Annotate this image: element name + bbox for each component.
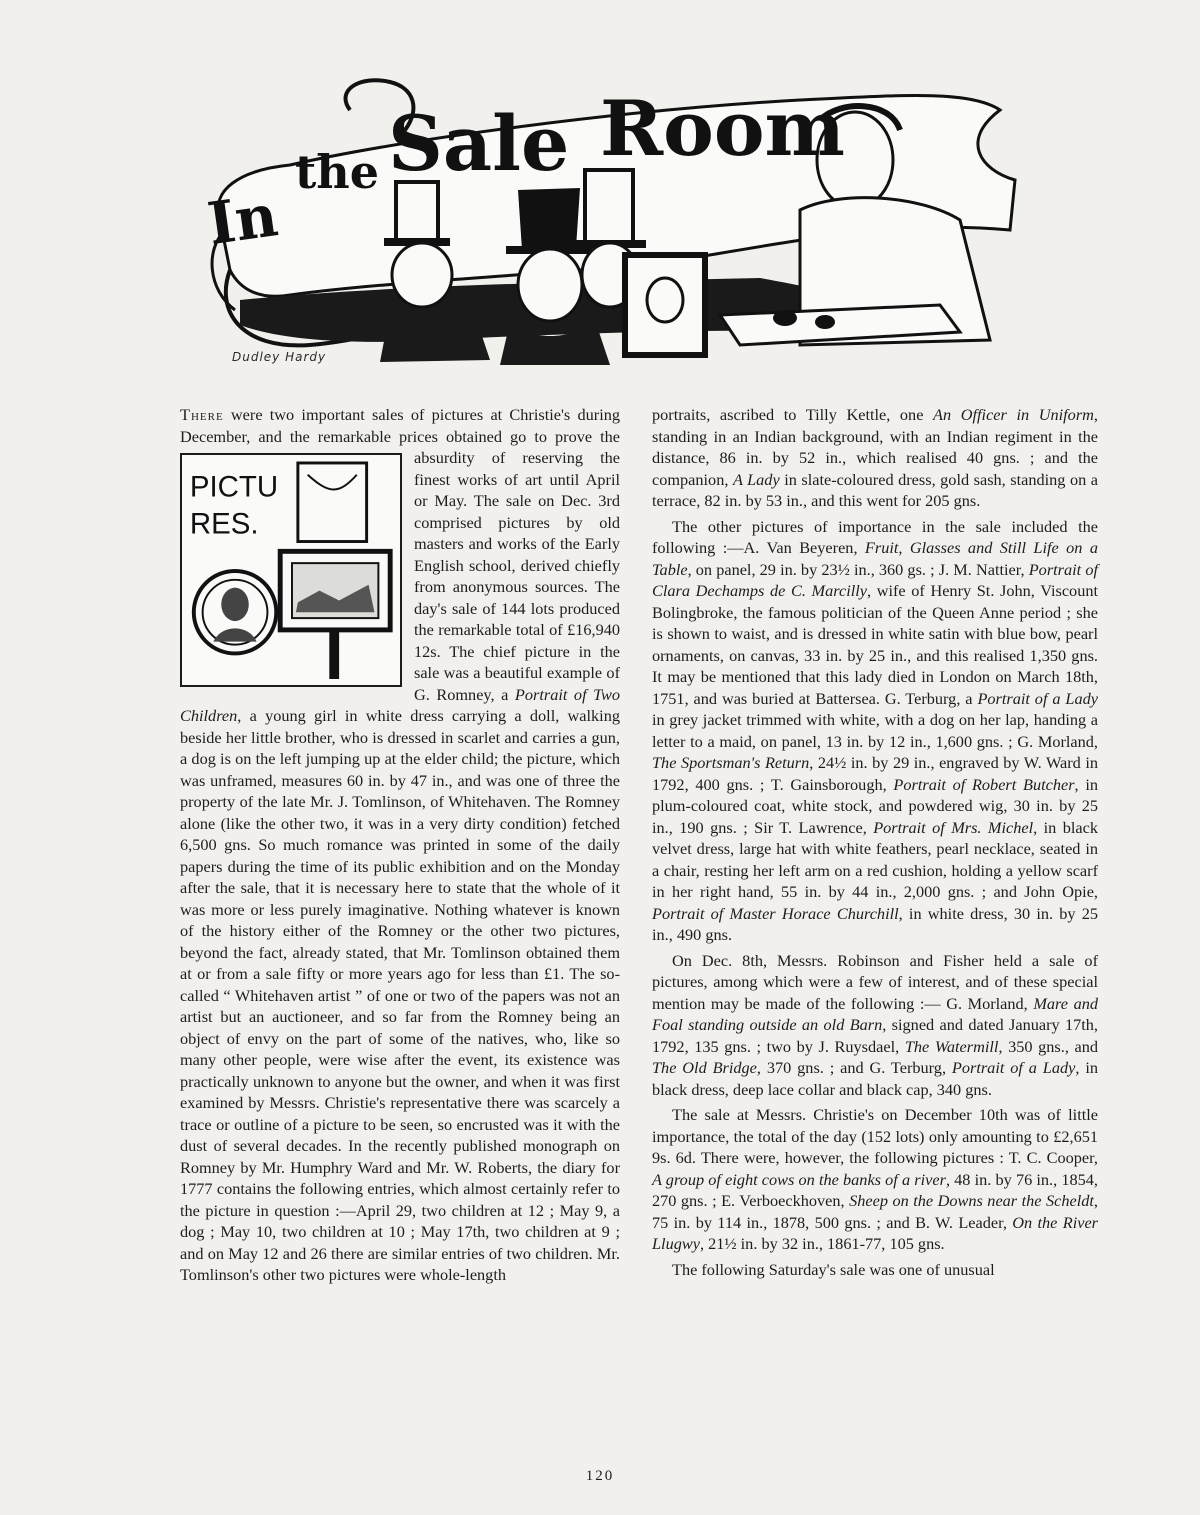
- title-word-room: Room: [600, 84, 845, 173]
- article-right-column: [652, 404, 1098, 1280]
- para-text: portraits, ascribed to Tilly Kettle, one: [652, 405, 934, 424]
- para-text: The sale at Messrs. Christie's on December 10th was of little importance, the total of the day (152 lots) only amounting to £2,651 9s. 6d. There were, however, the following pictures : T. C. Cooper,: [652, 1105, 1098, 1167]
- artwork-title: Mare and Foal standing outside an old Barn: [652, 993, 1098, 1034]
- artwork-title: A Lady: [732, 469, 780, 489]
- title-word-in: In: [203, 181, 282, 259]
- para-text: , standing in an Indian background, with an Indian regiment in the distance, 86 in. by 52 in., which realised 40 gns. ; and the companion,: [652, 405, 1098, 489]
- inset-label-line1: PICTU: [189, 470, 279, 504]
- article-left-column: [180, 404, 620, 1286]
- inset-label-line2: RES.: [189, 507, 259, 541]
- para-text: , 370 gns. ; and G. Terburg,: [756, 1058, 952, 1077]
- artwork-title: Portrait of Mrs. Michel: [873, 817, 1034, 837]
- artist-signature: Dudley Hardy: [232, 350, 327, 364]
- para-text: obtained go to prove the absurdity of reserving the finest works of art until April or May. The sale on Dec. 3rd comprised pictures by old masters and works of the Early English school, derived chiefly from anonymous sources. The day's sale of 144 lots produced the remarkable total of £16,940 12s. The chief picture in the sale was a beautiful example of G. Romney, a: [414, 426, 621, 704]
- para-text: , in white dress, 30 in. by 25 in., 490 gns.: [652, 903, 1098, 944]
- para-text: , a young girl in white dress carrying a doll, walking beside her little brother, who is dressed in scarlet and carries a gun, a dog is on the left jumping up at the elder child; the picture, which was unframed, measures 60 in. by 47 in., and was one of three the property of the late Mr. J. Tomlinson, of Whitehaven. The Romney alone (like the other two, it was in a very dirty condition) fetched 6,500 gns. So much romance was printed in some of the daily papers during the time of its public exhibition and on the Monday after the sale, that it is necessary here to state that the whole of it was more or less purely imaginative. Nothing whatever is known of the history either of the Romney or the other two pictures, beyond the fact, already stated, that Mr. Tomlinson obtained them at or from a sale fifty or more years ago for less than £1. The so-called “ Whitehaven artist ” of one or two of the papers was not an artist but an auctioneer, and so far from the Romney being an object of envy on the part of some of the natives, who, like so many other people, were wise after the event, its existence was practically unknown to anyone but the owner, and when it was first examined by Messrs. Christie's representative there was scarcely a trace or outline of a picture to be seen, so encrusted was it with the dust of several decades. In the recently published monograph on Romney by Mr. Humphry Ward and Mr. W. Roberts, the diary for 1777 contains the following entries, which almost certainly refer to the picture in question :—April 29, two children at 12 ; May 9, a dog ; May 10, two children at 10 ; May 17th, two children at 9 ; and on May 12 and 26 there are similar entries of two children. Mr. Tomlinson's other two pictures were whole-length: [180, 706, 620, 1284]
- artwork-title: An Officer in Uniform: [933, 405, 1094, 424]
- para-text: , in black velvet dress, large hat with white feathers, pearl necklace, seated in a chair, resting her left arm on a red cushion, holding a yellow scarf in her right hand, 55 in. by 44 in., 2,000 gns. ; and John Opie,: [652, 817, 1098, 901]
- artwork-title: Portrait of a Lady: [951, 1058, 1076, 1077]
- title-word-sale: Sale: [388, 99, 570, 188]
- artwork-title: The Watermill: [904, 1036, 999, 1056]
- para-text: , 21½ in. by 32 in., 1861-77, 105 gns.: [699, 1234, 945, 1253]
- pictures-inset-illustration: [180, 453, 402, 687]
- para-text: were two important sales of pictures at Christie's during December, and the remarkable prices: [180, 405, 620, 446]
- title-word-the: the: [295, 145, 379, 199]
- artwork-title: Sheep on the Downs near the Scheldt: [849, 1191, 1094, 1210]
- para-text: The other pictures of importance in the sale included the following :—A. Van Beyeren,: [652, 516, 1098, 557]
- artwork-title: Portrait of a Lady: [977, 688, 1098, 708]
- artwork-title: Portrait of Robert Butcher: [893, 774, 1075, 794]
- para-text: , 48 in. by 76 in., 1854, 270 gns. ; E. Verboeckhoven,: [652, 1169, 1098, 1210]
- page-number: 120: [585, 1468, 615, 1484]
- para-text: in grey jacket trimmed with white, with a dog on her lap, handing a letter to a maid, on panel, 13 in. by 12 in., 1,600 gns. ; G. Morland,: [652, 710, 1098, 751]
- header-banner-illustration: [200, 70, 1020, 370]
- artwork-title: The Sportsman's Return: [652, 753, 810, 772]
- para-text: in slate-coloured dress, gold sash, standing on a terrace, 82 in. by 53 in., and this went for 205 gns.: [652, 469, 1098, 510]
- lead-word: There: [180, 405, 224, 424]
- para-text: , signed and dated January 17th, 1792, 135 gns. ; two by J. Ruysdael,: [652, 1015, 1098, 1056]
- para-text: , on panel, 29 in. by 23½ in., 360 gs. ; J. M. Nattier,: [687, 559, 1029, 579]
- para-text: , in black dress, deep lace collar and black cap, 340 gns.: [652, 1058, 1098, 1099]
- artwork-title: The Old Bridge: [652, 1058, 757, 1077]
- artwork-title: Fruit, Glasses and Still Life on a Table: [652, 538, 1098, 579]
- artwork-title: A group of eight cows on the banks of a river: [652, 1169, 946, 1189]
- artwork-title: Portrait of Clara Dechamps de C. Marcilly: [652, 559, 1098, 600]
- para-text: , wife of Henry St. John, Viscount Bolingbroke, the famous politician of the Queen Anne period ; she is shown to waist, and is dressed in white satin with blue bow, pearl ornaments, on canvas, 33 in. by 25 in., and this realised 1,350 gns. It may be mentioned that this lady died in London on March 18th, 1751, and was buried at Battersea. G. Terburg, a: [652, 581, 1099, 708]
- artwork-title: Portrait of Master Horace Churchill: [652, 903, 899, 923]
- artwork-title: On the River Llugwy: [652, 1212, 1099, 1253]
- para-text: , in plum-coloured coat, white stock, and powdered wig, 30 in. by 25 in., 190 gns. ; Sir T. Lawrence,: [652, 774, 1098, 837]
- para-text: , 75 in. by 114 in., 1878, 500 gns. ; and B. W. Leader,: [652, 1191, 1098, 1232]
- para-text: , 24½ in. by 29 in., engraved by W. Ward in 1792, 400 gns. ; T. Gainsborough,: [652, 753, 1098, 794]
- para-text: , 350 gns., and: [998, 1036, 1098, 1056]
- artwork-title: Portrait of Two Children: [180, 684, 620, 725]
- para-text: The following Saturday's sale was one of unusual: [672, 1259, 995, 1279]
- para-text: On Dec. 8th, Messrs. Robinson and Fisher held a sale of pictures, among which were a few of interest, and of these special mention may be made of the following :— G. Morland,: [652, 950, 1098, 1013]
